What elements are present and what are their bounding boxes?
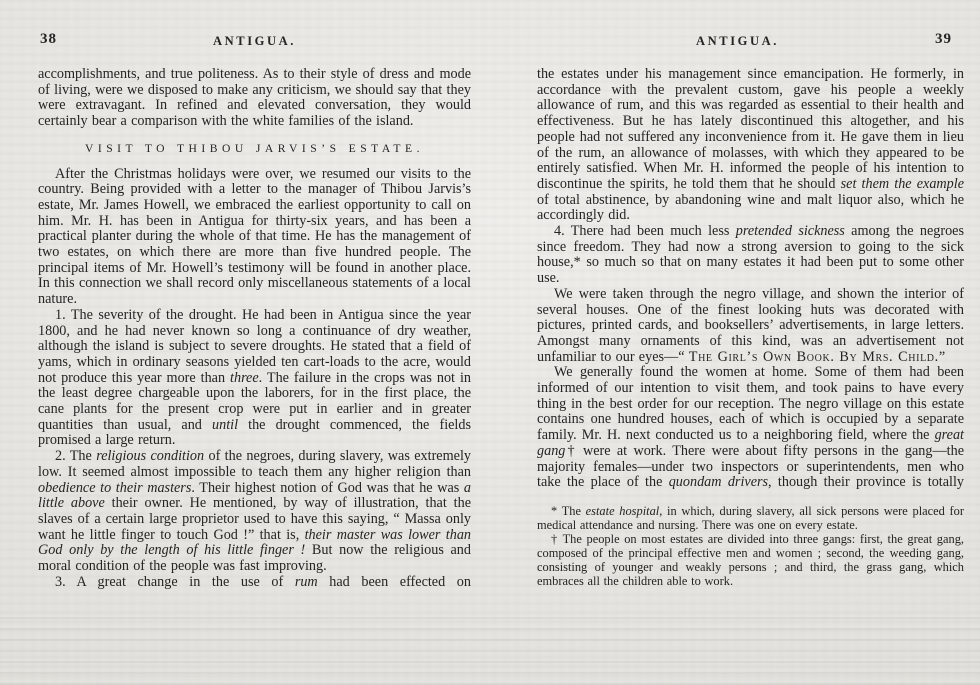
page-number: 39	[935, 31, 952, 47]
page-number: 38	[40, 31, 57, 47]
text-run: 2. The	[55, 448, 97, 465]
running-title: ANTIGUA.	[213, 34, 296, 48]
page-body	[537, 67, 964, 491]
text-run: After the Christmas holidays were over, we resumed our visits to the country. Being provided with a letter to the manager of Thibou Jarvis’s estate, Mr. James Howell, we embraced the earliest opportunity to call on him. Mr. H. has been in Antigua for thirty-six years, and has been a practical planter during the whole of that time. He has the management of two estates, on which there are more than five hundred people. The principal items of Mr. Howell’s testimony will be found in another place. In this connection we shall record only miscellaneous statements of a local nature.	[38, 165, 471, 308]
text-run: 3. A great change in the use of	[55, 573, 295, 590]
italic-text-run: pretended sickness	[735, 223, 845, 240]
running-title: ANTIGUA.	[696, 34, 779, 48]
text-run: , though their province is totally	[768, 474, 965, 491]
text-run: among the negroes since freedom. They had now a strong aversion to going to the sick house,* so much so that on many estates it had been put to some other use.	[537, 223, 964, 287]
text-run: † were at work. There were about fifty persons in the gang—the majority females—under two inspectors or superintendents, men who take the place of the	[537, 442, 964, 491]
text-run: the drought commenced, the fields promised a large return.	[38, 416, 471, 449]
text-run: of the negroes, during slavery, was extremely low. It seemed almost impossible to teach them any higher religion than	[38, 448, 471, 480]
text-run: had been effected on	[317, 573, 471, 590]
paragraph	[38, 67, 471, 130]
paragraph	[38, 308, 471, 449]
text-run: accomplishments, and true politeness. As to their style of dress and mode of living, were we disposed to make any criticism, we should say that they were extravagant. In refined and elevated conversation, they would certainly bear a comparison with the white families of the island.	[38, 66, 471, 130]
small-caps-text-run: The Girl’s Own Book. By Mrs. Child.	[688, 348, 939, 365]
paragraph	[38, 449, 471, 575]
paragraph	[537, 505, 964, 533]
italic-text-run: quondam drivers	[668, 474, 769, 491]
paragraph	[38, 167, 471, 308]
text-run: But now the religious and moral condition of the people was fast improving.	[38, 542, 471, 575]
paragraph	[537, 287, 964, 366]
italic-text-run: religious condition	[96, 448, 205, 465]
page-header	[537, 31, 964, 54]
italic-text-run: estate hospital	[585, 503, 660, 518]
text-run: ”	[938, 348, 946, 365]
italic-text-run: obedience to their masters	[38, 479, 192, 496]
paragraph	[537, 67, 964, 224]
text-run: . The failure in the crops was not in the least degree chargeable upon the laborers, for in the first place, the cane plants for the present crop were put in earlier and in greater quantities than usual, and	[38, 369, 471, 433]
page-39	[537, 31, 965, 588]
italic-text-run: their master was lower than God only by the length of his little finger !	[38, 526, 472, 559]
italic-text-run: rum	[294, 573, 318, 590]
text-run: * The	[551, 503, 586, 518]
paragraph	[38, 575, 471, 591]
text-run: . Their highest notion of God was that he was	[191, 479, 464, 496]
text-run: the estates under his management since emancipation. He formerly, in accordance with the prevalent custom, gave his people a weekly allowance of rum, and this was regarded as essential to their health and effectiveness. But he has lately discontinued this altogether, and his people had not suffered any inconvenience from it. He gave them in lieu of the rum, an allowance of molasses, with which they appeared to be entirely satisfied. When Mr. H. informed the people of his intention to discontinue the spirits, he told them that he should	[537, 66, 964, 192]
italic-text-run: set them the example	[840, 175, 964, 192]
paragraph	[537, 533, 964, 589]
text-run: † The people on most estates are divided into three gangs: first, the great gang, composed of the principal effective men and women ; second, the weeding gang, consisting of younger and weakly persons ; and third, the grass gang, which embraces all the children able to work.	[537, 531, 964, 588]
paragraph	[537, 224, 964, 287]
page-body	[38, 67, 471, 591]
italic-text-run: great gang	[537, 427, 964, 459]
text-run: , in which, during slavery, all sick persons were placed for medical attendance and nursing. There was one on every estate.	[537, 503, 964, 532]
page-header	[38, 31, 471, 54]
text-run: We were taken through the negro village, and shown the interior of several houses. One of the finest looking huts was decorated with pictures, printed cards, and booksellers’ advertisements, in large letters. Amongst many ornaments of this kind, was an advertisement not unfamiliar to our eyes—“	[537, 285, 964, 365]
paragraph	[537, 365, 964, 491]
italic-text-run: until	[212, 416, 239, 433]
italic-text-run: three	[230, 369, 259, 386]
text-run: 4. There had been much less	[554, 223, 736, 240]
text-run: 1. The severity of the drought. He had been in Antigua since the year 1800, and he had never known so long a continuance of dry weather, although the island is subject to severe droughts. He stated that a field of yams, which in ordinary seasons yielded ten cart-loads to the acre, would not produce this year more than	[38, 306, 471, 386]
section-heading: VISIT TO THIBOU JARVIS’S ESTATE.	[85, 141, 424, 155]
footnotes	[537, 505, 964, 588]
italic-text-run: a little above	[38, 479, 471, 512]
text-run: We generally found the women at home. Some of them had been informed of our intention to visit them, and took pains to have every thing in the best order for our reception. The negro village on this estate contains one hundred houses, each of which is occupied by a separate family. Mr. H. next conducted us to a neighboring field, where the	[537, 364, 964, 444]
text-run: their owner. He mentioned, by way of illustration, that the slaves of a certain large proprietor used to have this saying, “ Massa only want he little finger to touch God !” that is,	[38, 495, 471, 543]
page-38	[38, 31, 472, 591]
text-run: of total abstinence, by abandoning wine and malt liquor also, which he accordingly did.	[537, 191, 964, 224]
